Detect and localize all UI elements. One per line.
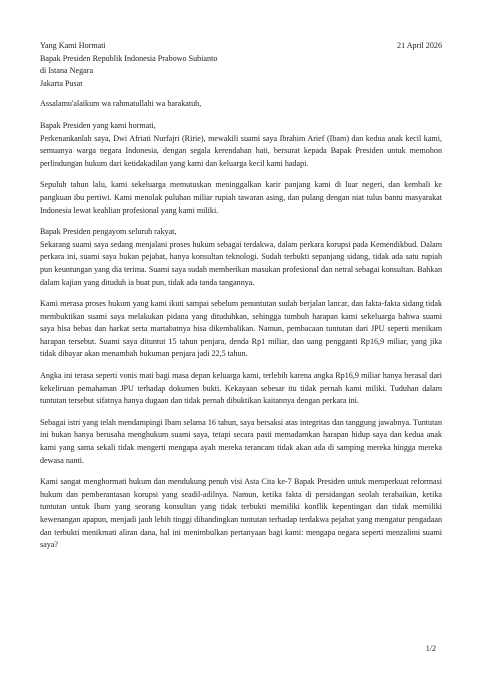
page-number: 1/2: [425, 644, 436, 653]
recipient-address: [40, 53, 442, 91]
paragraph-1: Perkenankanlah saya, Dwi Afriati Nurfajri (Ririe), mewakili suami saya Ibrahim Arief (Ibam) dan kedua anak kecil kami, semuanya warga negara Indonesia, dengan segala kerendahan hati, bersurat kepada Bapak Presiden untuk memohon perlindungan hukum dari ketidakadilan yang kami dan keluarga kecil kami hadapi.: [40, 133, 442, 168]
opening-heading: Yang Kami Hormati: [40, 41, 106, 50]
paragraph-2: Sepuluh tahun lalu, kami sekeluarga memutuskan meninggalkan karir panjang kami di luar negeri, dan kembali ke pangkuan ibu pertiwi. Kami menolak puluhan miliar rupiah tawaran asing, dan pulang dengan niat tulus bantu masyarakat Indonesia lewat keahlian profesional yang kami miliki.: [40, 180, 442, 215]
letter-date: 21 April 2026: [397, 41, 442, 50]
address-line: di Istana Negara: [40, 66, 94, 76]
paragraph-6: Sebagai istri yang telah mendampingi Ibam selama 16 tahun, saya bersaksi atas integritas dan tanggung jawabnya. Tuntutan ini bukan hanya berusaha menghukum suami saya, tetapi secara pasti memadamkan harapan hidup saya dan kedua anak kami yang sama sekali tidak mengerti mengapa ayah mereka terancam tidak akan ada di samping mereka hingga mereka dewasa nanti.: [40, 417, 442, 465]
paragraph-3: Sekarang suami saya sedang menjalani proses hukum sebagai terdakwa, dalam perkara korupsi pada Kemendikbud. Dalam perkara ini, suami saya bukan pejabat, hanya konsultan teknologi. Sudah terbukti sepanjang sidang, tidak ada satu rupiah pun keuntungan yang dia terima. Suami saya sudah memberikan masukan profesional dan netral sebagai konsultan. Bahkan dalam kajian yang dituduh ia buat pun, tidak ada tanda tangannya.: [40, 239, 442, 287]
address-line: Jakarta Pusat: [40, 78, 83, 88]
address-line: Bapak Presiden Republik Indonesia Prabowo Subianto: [40, 53, 218, 63]
salutation-2: Bapak Presiden pengayom seluruh rakyat,: [40, 227, 177, 237]
greeting: Assalamu'alaikum wa rahmatullahi wa barakatuh,: [40, 99, 202, 109]
letter-header: [40, 40, 442, 53]
salutation-1: Bapak Presiden yang kami hormati,: [40, 120, 156, 130]
paragraph-5: Angka ini terasa seperti vonis mati bagi masa depan keluarga kami, terlebih karena angka Rp16,9 miliar hanya berasal dari kekeliruan pemahaman JPU terhadap dokumen bukti. Kekayaan sebesar itu tidak pernah kami miliki. Tuduhan dalam tuntutan tersebut sifatnya hanya dugaan dan tidak pernah dibuktikan kaitannya dengan perkara ini.: [40, 371, 442, 406]
paragraph-4: Kami merasa proses hukum yang kami ikuti sampai sebelum penuntutan sudah berjalan lancar, dan fakta-fakta sidang tidak membuktikan suami saya melakukan pidana yang dituduhkan, sehingga tumbuh harapan kami sekeluarga bahwa suami saya bisa bebas dan harkat serta martabatnya bisa dikembalikan. Namun, pembacaan tuntutan dari JPU seperti menikam harapan tersebut. Suami saya dituntut 15 tahun penjara, denda Rp1 miliar, dan uang pengganti Rp16,9 miliar, yang jika tidak dibayar akan menambah hukuman penjara jadi 22,5 tahun.: [40, 299, 442, 359]
paragraph-7: Kami sangat menghormati hukum dan mendukung penuh visi Asta Cita ke-7 Bapak Presiden untuk memperkuat reformasi hukum dan pemberantasan korupsi yang seadil-adilnya. Namun, ketika fakta di persidangan seolah terabaikan, ketika tuntutan untuk Ibam yang seorang konsultan yang tidak terbukti memiliki konflik kepentingan dan tidak memiliki kewenangan apapun, menjadi jauh lebih tinggi dibandingkan tuntutan terhadap terdakwa pejabat yang mengatur pengadaan dan terbukti menikmati aliran dana, hal ini menimbulkan pertanyaan bagi kami: mengapa negara seperti menzalimi suami saya?: [40, 477, 442, 550]
